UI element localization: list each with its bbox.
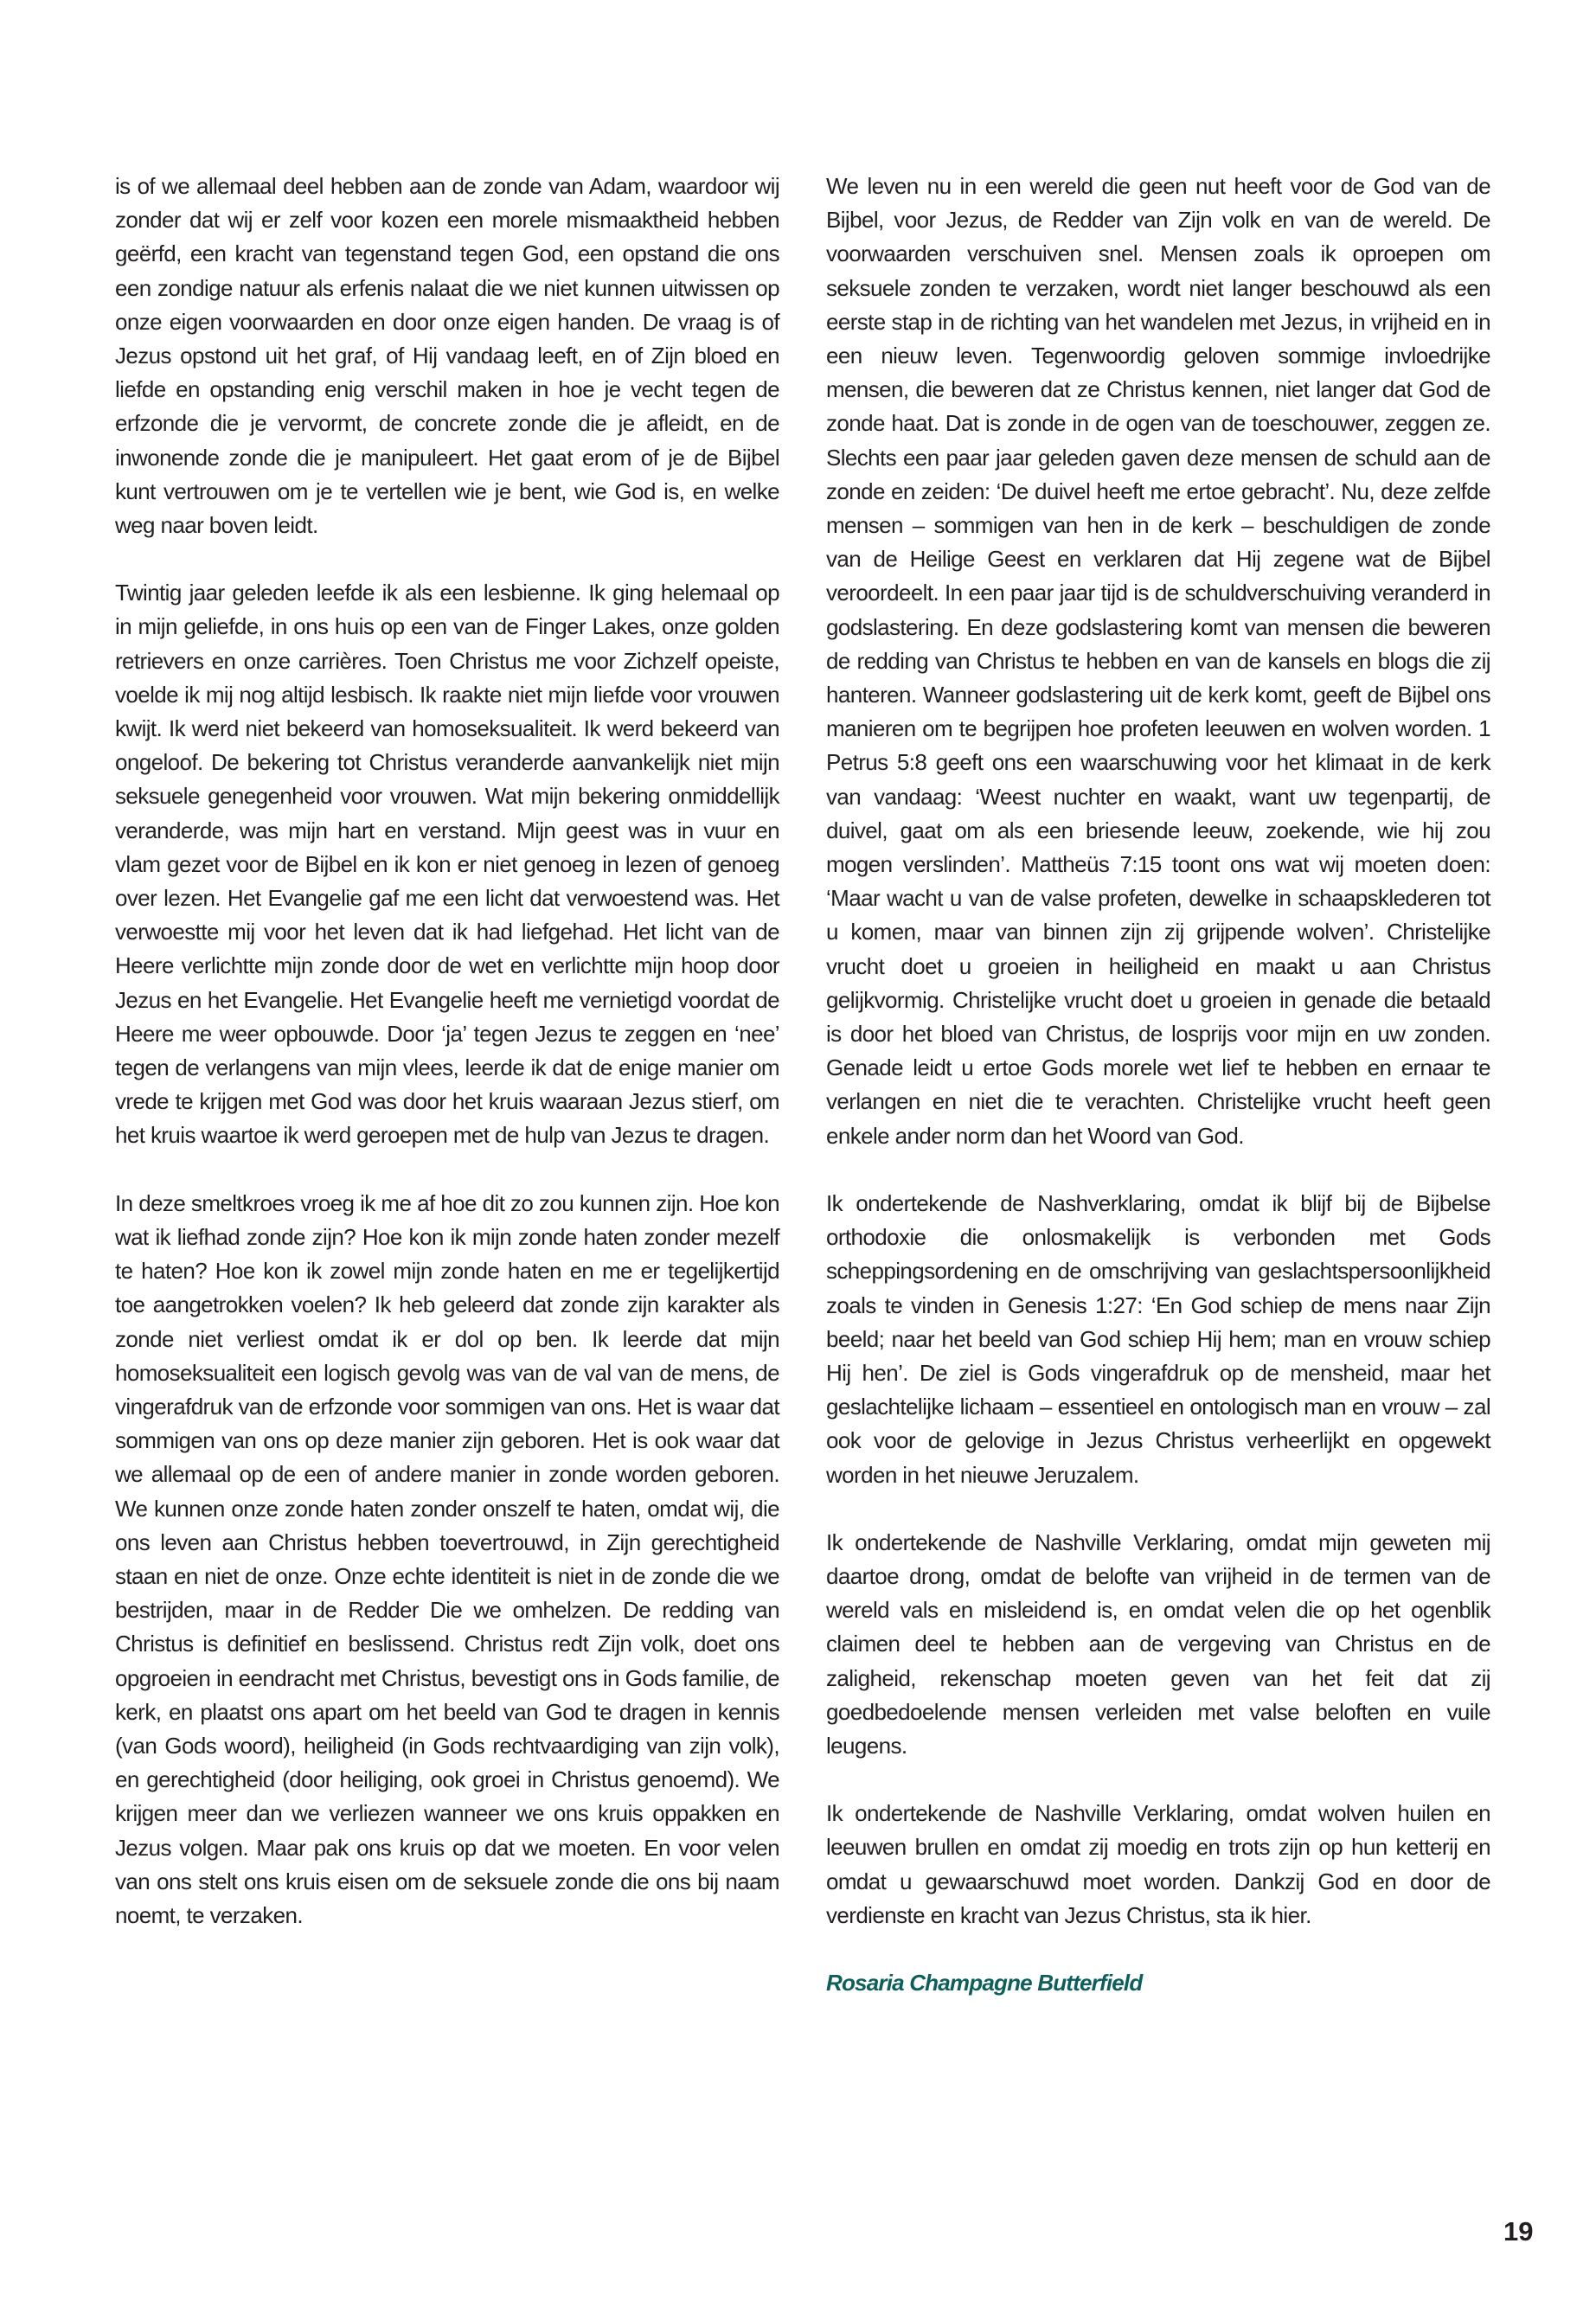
paragraph: Twintig jaar geleden leefde ik als een lesbienne. Ik ging helemaal op in mijn geliefde, in ons huis op een van de Finger Lakes, onze golden retrievers en onze carrières. Toen Christus me voor Zichzelf opeiste, voelde ik mij nog altijd lesbisch. Ik raakte niet mijn liefde voor vrouwen kwijt. Ik werd niet bekeerd van homoseksualiteit. Ik werd bekeerd van ongeloof. De bekering tot Christus veranderde aanvankelijk niet mijn seksuele genegenheid voor vrouwen. Wat mijn bekering onmiddellijk veranderde, was mijn hart en verstand. Mijn geest was in vuur en vlam gezet voor de Bijbel en ik kon er niet genoeg in lezen of genoeg over lezen. Het Evangelie gaf me een licht dat verwoestend was. Het verwoestte mij voor het leven dat ik had liefgehad. Het licht van de Heere verlichtte mijn zonde door de wet en verlichtte mijn hoop door Jezus en het Evangelie. Het Evangelie heeft me vernietigd voordat de Heere me weer opbouwde. Door ‘ja’ tegen Jezus te zeggen en ‘nee’ tegen de verlangens van mijn vlees, leerde ik dat de enige manier om vrede te krijgen met God was door het kruis waaraan Jezus stierf, om het kruis waartoe ik werd geroepen met de hulp van Jezus te dragen.	[115, 580, 779, 1149]
paragraph: In deze smeltkroes vroeg ik me af hoe dit zo zou kunnen zijn. Hoe kon wat ik liefhad zonde zijn? Hoe kon ik mijn zonde haten zonder mezelf te haten? Hoe kon ik zowel mijn zonde haten en me er tegelijkertijd toe aangetrokken voelen? Ik heb geleerd dat zonde zijn karakter als zonde niet verliest omdat ik er dol op ben. Ik leerde dat mijn homoseksualiteit een logisch gevolg was van de val van de mens, de vingerafdruk van de erfzonde voor sommigen van ons. Het is waar dat sommigen van ons op deze manier zijn geboren. Het is ook waar dat we allemaal op de een of andere manier in zonde worden geboren. We kunnen onze zonde haten zonder onszelf te haten, omdat wij, die ons leven aan Christus hebben toevertrouwd, in Zijn gerechtigheid staan en niet de onze. Onze echte identiteit is niet in de zonde die we bestrijden, maar in de Redder Die we omhelzen. De redding van Christus is definitief en beslissend. Christus redt Zijn volk, doet ons opgroeien in eendracht met Christus, bevestigt ons in Gods familie, de kerk, en plaatst ons apart om het beeld van God te dragen in kennis (van Gods woord), heiligheid (in Gods rechtvaardiging van zijn volk), en gerechtigheid (door heiliging, ook groei in Christus genoemd). We krijgen meer dan we verliezen wanneer we ons kruis oppakken en Jezus volgen. Maar pak ons kruis op dat we moeten. En voor velen van ons stelt ons kruis eisen om de seksuele zonde die ons bij naam noemt, te verzaken.	[115, 1189, 779, 1928]
paragraph: We leven nu in een wereld die geen nut heeft voor de God van de Bijbel, voor Jezus, de Redder van Zijn volk en van de wereld. De voorwaarden verschuiven snel. Mensen zoals ik oproepen om seksuele zonden te verzaken, wordt niet langer beschouwd als een eerste stap in de richting van het wandelen met Jezus, in vrijheid en in een nieuw leven. Tegenwoordig geloven sommige invloedrijke mensen, die beweren dat ze Christus kennen, niet langer dat God de zonde haat. Dat is zonde in de ogen van de toeschouwer, zeggen ze. Slechts een paar jaar geleden gaven deze mensen de schuld aan de zonde en zeiden: ‘De duivel heeft me ertoe gebracht’. Nu, deze zelfde mensen – sommigen van hen in de kerk – beschuldigen de zonde van de Heilige Geest en verklaren dat Hij zegene wat de Bijbel veroordeelt. In een paar jaar tijd is de schuldverschuiving veranderd in godslastering. En deze godslastering komt van mensen die beweren de redding van Christus te hebben en van de kansels en blogs die zij hanteren. Wanneer godslastering uit de kerk komt, geeft de Bijbel ons manieren om te begrijpen hoe profeten leeuwen en wolven worden. 1 Petrus 5:8 geeft ons een waarschuwing voor het klimaat in de kerk van vandaag: ‘Weest nuchter en waakt, want uw tegenpartij, de duivel, gaat om als een briesende leeuw, zoekende, wie hij zou mogen verslinden’. Mattheüs 7:15 toont ons wat wij moeten doen: ‘Maar wacht u van de valse profeten, dewelke in schaapsklederen tot u komen, maar van binnen zijn zij grijpende wolven’. Christelijke vrucht doet u groeien in heiligheid en maakt u aan Christus gelijkvormig. Christelijke vrucht doet u groeien in genade die betaald is door het bloed van Christus, de losprijs voor mijn en uw zonden. Genade leidt u ertoe Gods morele wet lief te hebben en ernaar te verlangen en niet die te verachten. Christelijke vrucht heeft geen enkele ander norm dan het Woord van God.	[826, 173, 1490, 1149]
paragraph: Ik ondertekende de Nashville Verklaring, omdat wolven huilen en leeuwen brullen en omdat zij moedig en trots zijn op hun ketterij en omdat u gewaarschuwd moet worden. Dankzij God en door de verdienste en kracht van Jezus Christus, sta ik hier.	[826, 1800, 1490, 1928]
right-column	[826, 170, 1490, 2034]
author-signature: Rosaria Champagne Butterfield	[826, 1969, 1143, 1996]
paragraph: Ik ondertekende de Nashverklaring, omdat ik blijf bij de Bijbelse orthodoxie die onlosmakelijk is verbonden met Gods scheppingsordening en de omschrijving van geslachtspersoonlijkheid zoals te vinden in Genesis 1:27: ‘En God schiep de mens naar Zijn beeld; naar het beeld van God schiep Hij hem; man en vrouw schiep Hij hen’. De ziel is Gods vingerafdruk op de mensheid, maar het geslachtelijke lichaam – essentieel en ontologisch man en vrouw – zal ook voor de gelovige in Jezus Christus verheerlijkt en opgewekt worden in het nieuwe Jeruzalem.	[826, 1189, 1490, 1488]
left-column	[115, 170, 779, 1966]
paragraph: is of we allemaal deel hebben aan de zonde van Adam, waardoor wij zonder dat wij er zelf voor kozen een morele mismaaktheid hebben geërfd, een kracht van tegenstand tegen God, een opstand die ons een zondige natuur als erfenis nalaat die we niet kunnen uitwissen op onze eigen voorwaarden en door onze eigen handen. De vraag is of Jezus opstond uit het graf, of Hij vandaag leeft, en of Zijn bloed en liefde en opstanding enig verschil maken in hoe je vecht tegen de erfzonde die je vervormt, de concrete zonde die je afleidt, en de inwonende zonde die je manipuleert. Het gaat erom of je de Bijbel kunt vertrouwen om je te vertellen wie je bent, wie God is, en welke weg naar boven leidt.	[115, 173, 779, 539]
paragraph: Ik ondertekende de Nashville Verklaring, omdat mijn geweten mij daartoe drong, omdat de belofte van vrijheid in de termen van de wereld vals en misleidend is, en omdat velen die op het ogenblik claimen deel te hebben aan de vergeving van Christus en de zaligheid, rekenschap moeten geven van het feit dat zij goedbedoelende mensen verleiden met valse beloften en vuile leugens.	[826, 1529, 1490, 1759]
page-number: 19	[1503, 2216, 1534, 2247]
